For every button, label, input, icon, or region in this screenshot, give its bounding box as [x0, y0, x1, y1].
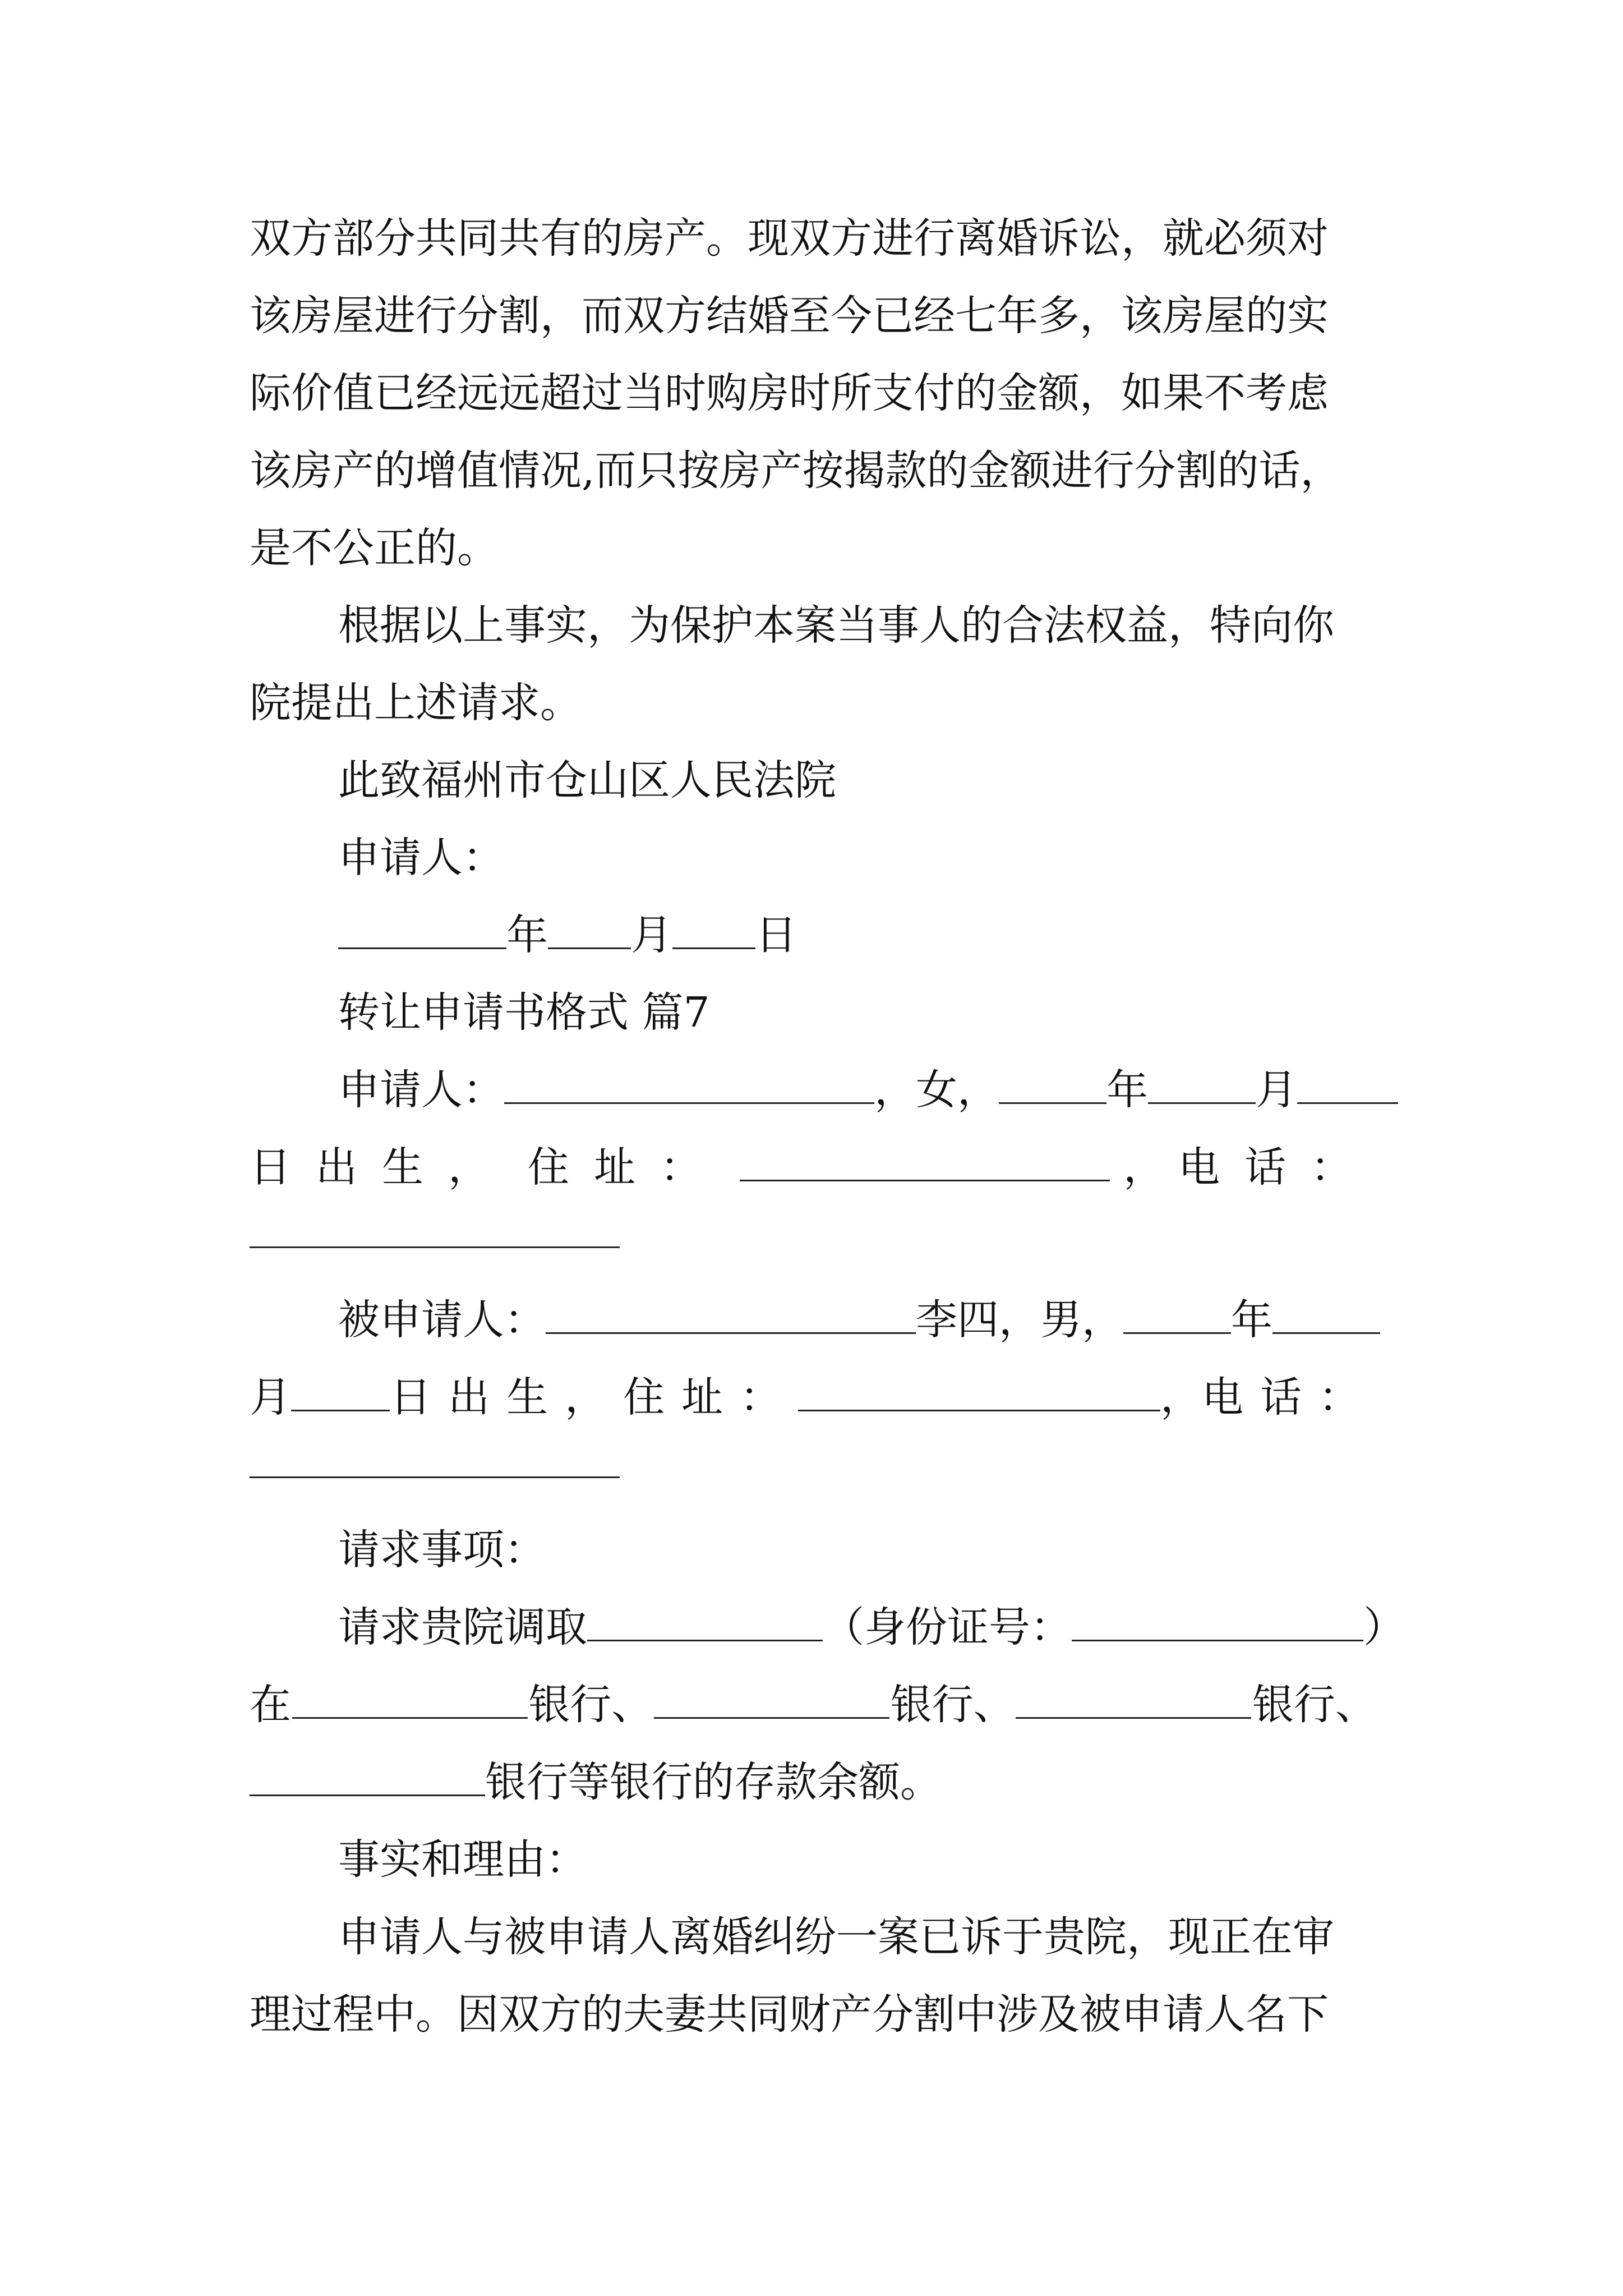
- section-title: 转让申请书格式 篇7: [338, 988, 710, 1037]
- date-line: [338, 901, 1377, 969]
- request-end: 银行等银行的存款余额。: [485, 1758, 942, 1806]
- separator: ，: [1123, 1143, 1165, 1191]
- applicant-line-2: [250, 1134, 1377, 1201]
- id-number-blank: [1072, 1598, 1363, 1641]
- person-name-blank: [587, 1598, 823, 1641]
- born-label: 日出生，: [390, 1373, 624, 1421]
- bank-label-2: 银行、: [890, 1681, 1015, 1729]
- salutation: 此致福州市仓山区人民法院: [338, 756, 836, 804]
- year-blank: [338, 906, 506, 949]
- paragraph-line: 是不公正的。: [250, 524, 499, 572]
- birth-month-blank: [1148, 1061, 1256, 1104]
- applicant-name-blank: [504, 1061, 874, 1104]
- month-label: 月: [250, 1373, 291, 1421]
- paragraph-line: 院提出上述请求。: [250, 679, 582, 727]
- paragraph-line: 该房产的增值情况,而只按房产按揭款的金额进行分割的话，: [250, 447, 1342, 495]
- id-open: （身份证号：: [823, 1603, 1072, 1651]
- address-label: 住址：: [623, 1373, 799, 1421]
- bank-label-1: 银行、: [528, 1681, 653, 1729]
- applicant-gender: ，女，: [874, 1066, 999, 1114]
- request-line-1: [338, 1594, 1405, 1661]
- respondent-name-blank: [546, 1291, 916, 1334]
- birth-year-blank: [999, 1061, 1106, 1104]
- day-blank: [672, 906, 755, 949]
- phone-label: 电话：: [1178, 1143, 1377, 1191]
- id-close: ）: [1363, 1603, 1405, 1651]
- month-label: 月: [631, 911, 672, 959]
- facts-heading: 事实和理由：: [338, 1835, 587, 1884]
- respondent-line: [338, 1286, 1377, 1354]
- bank-blank-4: [250, 1753, 485, 1796]
- request-heading: 请求事项：: [338, 1526, 546, 1574]
- request-line-2: [250, 1671, 1377, 1738]
- paragraph-line: 理过程中。因双方的夫妻共同财产分割中涉及被申请人名下: [250, 1990, 1329, 2039]
- respondent-line-2: [250, 1364, 1377, 1431]
- birth-day-blank: [1297, 1061, 1398, 1104]
- address-blank: [740, 1138, 1110, 1181]
- request-text: 请求贵院调取: [338, 1603, 587, 1651]
- birth-month-blank: [1272, 1291, 1380, 1334]
- applicant-label: 申请人：: [338, 1066, 504, 1114]
- day-label: 日: [755, 911, 797, 959]
- paragraph-line: 际价值已经远远超过当时购房时所支付的金额，如果不考虑: [250, 369, 1329, 417]
- in-label: 在: [250, 1681, 291, 1729]
- address-blank: [798, 1368, 1160, 1411]
- birth-day-blank: [291, 1368, 390, 1411]
- applicant-signature-label: 申请人：: [338, 834, 504, 882]
- address-label: 住址：: [528, 1143, 726, 1191]
- request-line-3: [250, 1749, 1377, 1816]
- month-blank: [548, 906, 631, 949]
- bank-label-3: 银行、: [1252, 1681, 1377, 1729]
- paragraph-line: 双方部分共同共有的房产。现双方进行离婚诉讼，就必须对: [250, 214, 1329, 263]
- bank-blank-3: [1016, 1676, 1251, 1719]
- birth-year-blank: [1123, 1291, 1231, 1334]
- paragraph-line: 该房屋进行分割，而双方结婚至今已经七年多，该房屋的实: [250, 292, 1329, 340]
- birth-year-label: 年: [1106, 1066, 1148, 1114]
- separator: ，: [1160, 1373, 1202, 1421]
- paragraph-line: 根据以上事实，为保护本案当事人的合法权益，特向你: [338, 601, 1334, 650]
- born-label: 日出生，: [250, 1143, 514, 1191]
- year-label: 年: [506, 911, 548, 959]
- phone-label: 电话：: [1202, 1373, 1377, 1421]
- bank-blank-1: [292, 1676, 528, 1719]
- phone-blank: [250, 1246, 620, 1248]
- respondent-label: 被申请人：: [338, 1296, 546, 1344]
- applicant-line: [338, 1056, 1377, 1124]
- birth-month-label: 月: [1256, 1066, 1297, 1114]
- phone-blank: [250, 1476, 620, 1478]
- paragraph-line: 申请人与被申请人离婚纠纷一案已诉于贵院，现正在审: [338, 1913, 1334, 1961]
- respondent-name-gender: 李四，男，: [916, 1296, 1123, 1344]
- birth-year-label: 年: [1231, 1296, 1272, 1344]
- bank-blank-2: [654, 1676, 889, 1719]
